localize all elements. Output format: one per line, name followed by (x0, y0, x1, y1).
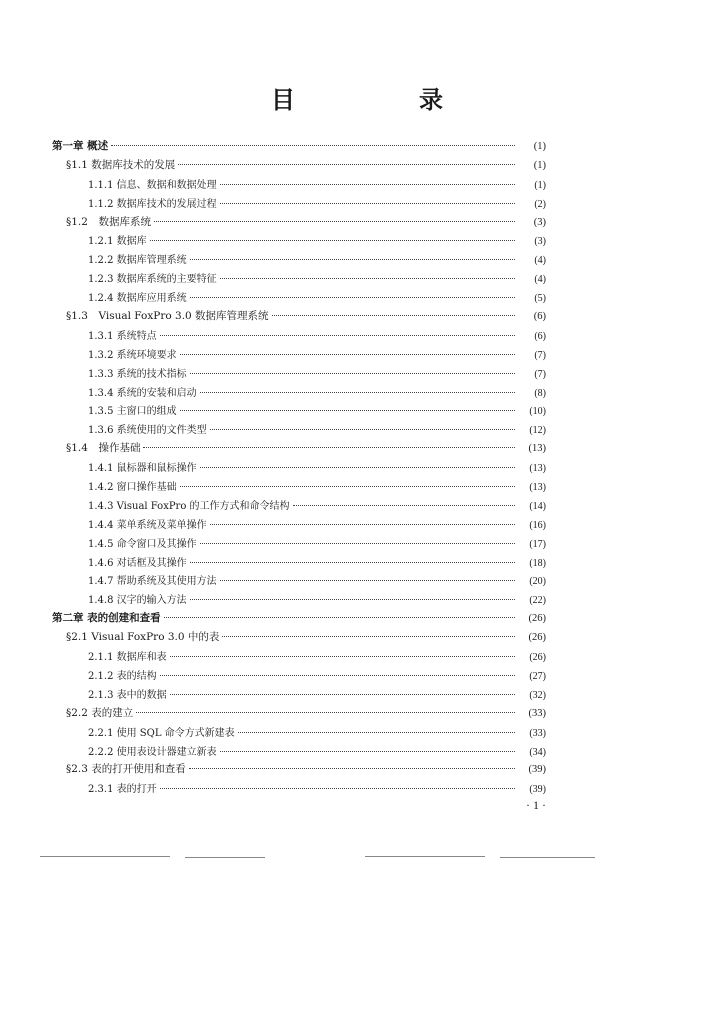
toc-entry-title: 2.1.2 表的结构 (88, 670, 157, 682)
dot-leader (210, 429, 515, 430)
toc-entry-page: (2) (534, 198, 546, 210)
toc-subsection (52, 195, 546, 214)
toc-entry-title: 1.3.3 系统的技术指标 (88, 368, 187, 380)
toc-entry-title: 1.1.2 数据库技术的发展过程 (88, 198, 217, 210)
toc-entry-title: 1.4.5 命令窗口及其操作 (88, 538, 197, 550)
dot-leader (180, 486, 515, 487)
scan-artifact-line (365, 856, 485, 857)
dot-leader (220, 278, 515, 279)
toc-entry-title: 1.2.3 数据库系统的主要特征 (88, 274, 217, 286)
toc-chapter (52, 610, 546, 629)
toc-entry-title: §2.1 Visual FoxPro 3.0 中的表 (66, 631, 220, 644)
toc-subsection (52, 365, 546, 384)
toc-subsection (52, 648, 546, 667)
toc-section (52, 705, 546, 724)
dot-leader (190, 562, 515, 563)
toc-entry-title: 1.3.6 系统使用的文件类型 (88, 425, 207, 437)
toc-subsection (52, 251, 546, 270)
toc-entry-title: 1.2.1 数据库 (88, 236, 147, 248)
scan-artifact-line (40, 856, 170, 857)
toc-chapter (52, 138, 546, 157)
toc-section (52, 440, 546, 459)
dot-leader (160, 788, 515, 789)
toc-entry-title: 1.2.4 数据库应用系统 (88, 293, 187, 305)
dot-leader (220, 184, 515, 185)
toc-subsection (52, 478, 546, 497)
dot-leader (178, 164, 515, 165)
toc-entry-page: (13) (529, 482, 546, 494)
toc-entry-page: (12) (529, 425, 546, 437)
scan-artifact-line (185, 857, 265, 858)
dot-leader (190, 599, 515, 600)
toc-entry-page: (18) (529, 557, 546, 569)
toc-entry-title: 1.4.3 Visual FoxPro 的工作方式和命令结构 (88, 500, 290, 512)
toc-entry-page: (16) (529, 519, 546, 531)
dot-leader (189, 768, 515, 769)
dot-leader (222, 636, 515, 637)
toc-entry-page: (1) (533, 141, 546, 152)
dot-leader (180, 410, 515, 411)
dot-leader (136, 712, 515, 713)
dot-leader (238, 732, 515, 733)
toc-subsection (52, 667, 546, 686)
dot-leader (200, 392, 515, 393)
dot-leader (180, 354, 515, 355)
toc-subsection (52, 780, 546, 799)
toc-subsection (52, 402, 546, 421)
toc-entry-title: 1.1.1 信息、数据和数据处理 (88, 179, 217, 191)
page-title: 目 录 (271, 85, 493, 114)
toc-entry-page: (4) (534, 274, 546, 286)
toc-entry-page: (34) (529, 746, 546, 758)
dot-leader (160, 675, 515, 676)
toc-subsection (52, 421, 546, 440)
toc-entry-title: 第一章 概述 (52, 140, 109, 152)
toc-entry-title: §2.2 表的建立 (66, 706, 134, 719)
dot-leader (143, 447, 515, 448)
toc-entry-title: §2.3 表的打开使用和查看 (66, 763, 186, 776)
dot-leader (200, 467, 515, 468)
toc-entry-title: 2.2.2 使用表设计器建立新表 (88, 746, 217, 758)
toc-subsection (52, 384, 546, 403)
toc-section (52, 308, 546, 327)
toc-subsection (52, 459, 546, 478)
table-of-contents (52, 138, 546, 799)
toc-section (52, 157, 546, 176)
toc-subsection (52, 497, 546, 516)
toc-entry-title: 2.1.1 数据库和表 (88, 652, 167, 664)
toc-entry-page: (14) (529, 500, 546, 512)
toc-entry-page: (26) (528, 613, 546, 625)
toc-section (52, 761, 546, 780)
toc-entry-page: (26) (529, 652, 546, 664)
toc-entry-page: (13) (528, 443, 546, 455)
dot-leader (170, 656, 515, 657)
toc-entry-title: 1.4.4 菜单系统及菜单操作 (88, 519, 207, 531)
toc-subsection (52, 516, 546, 535)
toc-entry-page: (7) (534, 349, 546, 361)
toc-entry-title: 2.1.3 表中的数据 (88, 689, 167, 701)
toc-entry-title: 2.2.1 使用 SQL 命令方式新建表 (88, 727, 235, 739)
dot-leader (150, 240, 515, 241)
dot-leader (272, 315, 515, 316)
toc-subsection (52, 743, 546, 762)
toc-entry-page: (33) (529, 727, 546, 739)
toc-entry-page: (10) (529, 406, 546, 418)
toc-entry-title: 1.2.2 数据库管理系统 (88, 255, 187, 267)
toc-subsection (52, 176, 546, 195)
toc-entry-title: 1.4.1 鼠标器和鼠标操作 (88, 463, 197, 475)
toc-subsection (52, 554, 546, 573)
toc-entry-page: (6) (534, 330, 546, 342)
toc-entry-page: (3) (533, 216, 546, 228)
toc-entry-page: (22) (529, 595, 546, 607)
toc-subsection (52, 289, 546, 308)
toc-entry-title: 1.4.7 帮助系统及其使用方法 (88, 576, 217, 588)
toc-subsection (52, 686, 546, 705)
dot-leader (190, 373, 515, 374)
toc-entry-page: (33) (528, 707, 546, 719)
toc-entry-page: (1) (533, 159, 546, 171)
toc-entry-title: 1.4.6 对话框及其操作 (88, 557, 187, 569)
toc-entry-page: (3) (534, 236, 546, 248)
dot-leader (210, 524, 515, 525)
dot-leader (170, 694, 515, 695)
toc-entry-title: §1.3 Visual FoxPro 3.0 数据库管理系统 (66, 310, 269, 323)
toc-entry-page: (6) (533, 311, 546, 323)
toc-entry-page: (17) (529, 538, 546, 550)
dot-leader (220, 751, 515, 752)
toc-entry-page: (4) (534, 255, 546, 267)
toc-subsection (52, 270, 546, 289)
dot-leader (160, 335, 515, 336)
toc-subsection (52, 591, 546, 610)
toc-entry-title: §1.4 操作基础 (66, 442, 141, 455)
toc-subsection (52, 572, 546, 591)
toc-entry-title: 1.3.1 系统特点 (88, 330, 157, 342)
toc-entry-title: 第二章 表的创建和查看 (52, 612, 161, 625)
toc-entry-title: 1.4.2 窗口操作基础 (88, 482, 177, 494)
toc-section (52, 629, 546, 648)
dot-leader (190, 259, 515, 260)
dot-leader (111, 145, 515, 146)
toc-entry-title: 1.4.8 汉字的输入方法 (88, 595, 187, 607)
toc-entry-page: (20) (529, 576, 546, 588)
toc-entry-page: (27) (529, 670, 546, 682)
page-number: · 1 · (526, 798, 546, 812)
dot-leader (220, 203, 515, 204)
toc-entry-title: 2.3.1 表的打开 (88, 784, 157, 796)
toc-entry-title: §1.1 数据库技术的发展 (66, 158, 176, 171)
toc-entry-page: (26) (528, 632, 546, 644)
toc-entry-page: (1) (534, 179, 546, 191)
dot-leader (293, 505, 515, 506)
toc-entry-page: (32) (529, 689, 546, 701)
dot-leader (154, 221, 515, 222)
dot-leader (190, 297, 515, 298)
toc-subsection (52, 232, 546, 251)
toc-entry-page: (13) (529, 463, 546, 475)
toc-entry-page: (39) (528, 764, 546, 776)
toc-subsection (52, 327, 546, 346)
toc-entry-title: 1.3.2 系统环境要求 (88, 349, 177, 361)
toc-entry-page: (7) (534, 368, 546, 380)
toc-subsection (52, 346, 546, 365)
dot-leader (200, 543, 515, 544)
toc-subsection (52, 724, 546, 743)
toc-section (52, 214, 546, 233)
toc-entry-page: (5) (534, 293, 546, 305)
scan-artifact-line (500, 857, 595, 858)
dot-leader (220, 580, 515, 581)
toc-entry-title: 1.3.5 主窗口的组成 (88, 406, 177, 418)
toc-entry-title: 1.3.4 系统的安装和启动 (88, 387, 197, 399)
toc-entry-page: (39) (529, 784, 546, 796)
toc-subsection (52, 535, 546, 554)
dot-leader (164, 617, 515, 618)
toc-entry-title: §1.2 数据库系统 (66, 215, 151, 228)
toc-entry-page: (8) (534, 387, 546, 399)
